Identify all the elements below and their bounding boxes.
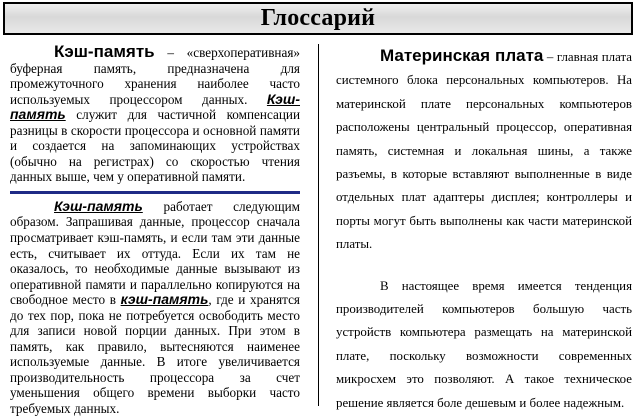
cache-operation-text-cont: , где и хранятся до тех пор, пока не потребуется освободить место для записи новой порции данных. При этом в память, как правило, вытесняются наименее используемые данные. В итоге увеличивается производительность процессора за счет уменьшения общего времени выборки часто требуемых данных.: [10, 292, 300, 417]
cache-definition-paragraph: [10, 44, 300, 185]
column-divider: [318, 44, 319, 406]
motherboard-definition-text: главная плата системного блока персональных компьютеров. На материнской плате персональных компьютеров расположены центральный процессор, оперативная память, системная и локальная шины, а также разъемы, в которые вставляют выполненные в виде отдельных плат адаптеры дисплея; контроллеры и порты могут быть выполнены как части материнской платы.: [336, 50, 632, 252]
cache-definition-text: «сверхоперативная» буферная память, предназначена для промежуточного хранения наиболее часто используемых процессором данных.: [10, 45, 300, 107]
cache-operation-paragraph: [10, 199, 300, 417]
left-column: [10, 44, 300, 417]
motherboard-term-heading: Материнская плата: [380, 46, 544, 65]
cache-definition-text-cont: служит для частичной компенсации разницы в скорости процессора и основной памяти и создается на запоминающих устройствах (обычно на регистрах) со скоростью чтения данных выше, чем у оперативной памяти.: [10, 107, 300, 185]
cache-term-inline: Кэш-память: [10, 90, 300, 123]
dash: –: [543, 50, 557, 64]
cache-term-heading: Кэш-память: [54, 42, 155, 61]
cache-operation-text: работает следующим образом. Запрашивая данные, процессор сначала просматривает кэш-память, и если там эти данные есть, считывает их оттуда. Если их там не оказалось, то необходимые данные вызывают из оперативной памяти и параллельно копируются на свободное место в: [10, 198, 300, 308]
motherboard-trend-paragraph: [336, 275, 632, 415]
cache-term-inline: Кэш-память: [54, 197, 143, 214]
page-title: Глоссарий: [260, 5, 376, 31]
motherboard-trend-text: В настоящее время имеется тенденция производителей компьютеров большую часть устройств компьютера размещать на материнской плате, поскольку возможности современных микросхем это позволяют. А такое техническое решение является боле дешевым и более надежным.: [336, 278, 632, 410]
motherboard-definition-paragraph: [336, 44, 632, 257]
cache-term-inline: кэш-память: [120, 291, 209, 308]
title-banner: [3, 2, 633, 35]
section-rule: [10, 191, 300, 194]
right-column: [336, 44, 632, 415]
dash: –: [154, 45, 187, 60]
